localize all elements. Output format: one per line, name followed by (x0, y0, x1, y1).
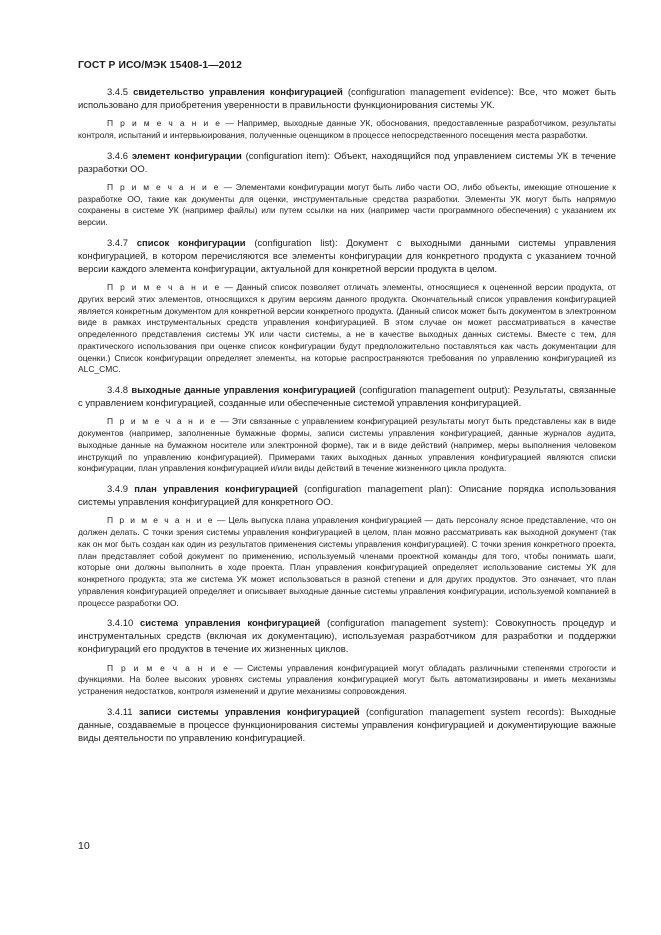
term-definition: (configuration list): Документ с выходными данными системы управления конфигурацией, в котором перечисляются все элементы конфигурации для конкретного продукта с указанием точной версии каждого элемента конфигурации, актуальной для конкретной версии продукта в целом. (78, 237, 616, 276)
note-label: П р и м е ч а н и е (107, 515, 215, 526)
term-entry (78, 237, 616, 276)
note (78, 182, 616, 229)
term-number: 3.4.10 (107, 618, 134, 630)
term-number: 3.4.7 (107, 237, 128, 249)
term-title: план управления конфигурацией (134, 484, 298, 496)
term-number: 3.4.9 (107, 484, 128, 496)
term-definition: (configuration management system): Совокупность процедур и инструментальных средств (включая их документацию), используемая разработчиком для разработки и поддержки конфигураций его продуктов в течение их жизненных циклов. (78, 618, 617, 656)
term-entry (78, 706, 616, 745)
note-text: — Эти связанные с управлением конфигурацией результаты могут быть представлены как в виде документов (например, заполненные бумажные формы, записи системы управления конфигурацией, данные журналов аудита, выходные данные на бумажном носителе или электронной форме), так и в виде действий (например, меры выполнения человеком инструкций по управлению конфигурацией). Примерами таких выходных данных управления конфигурацией являются списки конфигурации, план управления конфигурацией и/или виды действий в течение жизненного цикла продукта. (78, 416, 616, 474)
term-definition: (configuration item): Объект, находящийся под управлением системы УК в течение разработки ОО. (78, 150, 616, 175)
note-label: П р и м е ч а н и е (107, 181, 221, 192)
term-title: система управления конфигурацией (140, 618, 321, 630)
note-label: П р и м е ч а н и е (107, 416, 218, 427)
document-page (78, 60, 616, 751)
term-definition: (configuration management evidence): Все, что может быть использовано для приобретения уверенности в правильности функционирования системы УК. (78, 87, 616, 112)
term-definition: (configuration management output): Результаты, связанные с управлением конфигурацией, созданные или обеспеченные системой управления конфигурацией. (78, 385, 617, 410)
document-header: ГОСТ Р ИСО/МЭК 15408-1—2012 (78, 60, 242, 71)
term-entry (78, 483, 616, 509)
note-text: — Элементами конфигурации могут быть либо части ОО, либо объекты, имеющие отношение к разработке ОО, такие как документы для оценки, инструментальные средства разработки. Элементы УК могут быть напрямую сохранены в системе УК (например файлы) или путем ссылки на них (например части программного обеспечения) с указанием их версии. (78, 181, 616, 228)
note-label: П р и м е ч а н и е (107, 282, 221, 293)
term-title: свидетельство управления конфигурацией (133, 87, 343, 98)
note (78, 282, 616, 376)
term-entry (78, 150, 616, 176)
note-text: — Системы управления конфигурацией могут обладать различными степенями строгости и функциями. На более высоких уровнях системы управления конфигурацией могут быть автоматизированы и иметь механизмы устранения недостатков, контроля изменений и другие механизмы сопровождения. (78, 662, 616, 697)
term-entry (78, 384, 616, 410)
note-label: П р и м е ч а н и е (107, 118, 222, 129)
term-title: элемент конфигурации (131, 150, 242, 162)
term-title: список конфигурации (136, 237, 246, 249)
note (78, 515, 616, 609)
term-number: 3.4.5 (107, 87, 128, 98)
term-entry (78, 617, 616, 656)
term-entry (78, 86, 616, 112)
term-definition: (configuration management plan): Описание порядка использования системы управления конфигурацией для конкретного ОО. (78, 484, 616, 509)
note (78, 416, 616, 475)
term-number: 3.4.11 (107, 706, 133, 718)
term-title: выходные данные управления конфигурацией (131, 385, 356, 397)
note-text: — Данный список позволяет отличать элементы, относящиеся к оцененной версии продукта, от других версий этих элементов, относящихся к другим версиям данного продукта. Окончательный список управления конфигурацией является конкретным документом для конкретной версии конкретного продукта. (Данный список может быть документом в электронном виде в рамках инструментальных средств управления конфигурацией. В этом случае он может рассматриваться в качестве определенного представления системы УК или части системы, а не в качестве выходных данных системы. Вместе с тем, для практического использования при оценке список конфигурации будут предположительно поставляться как часть документации для оценки.) Список конфигурации определяет элементы, на которые распространяются требования по управлению конфигурацией из ALC_CMC. (78, 282, 616, 375)
note-text: — Цель выпуска плана управления конфигурацией — дать персоналу ясное представление, что он должен делать. С точки зрения системы управления конфигурацией в целом, план можно рассматривать как выходной документ (так как он мог быть создан как один из результатов применения системы управления конфигурацией). С точки зрения конкретного проекта, план представляет собой документ по применению, используемый членами проектной команды для того, чтобы понимать шаги, которые они должны выполнить в ходе проекта. План управления конфигурацией определяет использование системы УК для конкретного продукта; эта же система УК может использоваться в разной степени и для других продуктов. Это означает, что план управления конфигурацией определяет и описывает выходные данные системы управления конфигурации, используемой компанией в процессе разработки ОО. (78, 515, 616, 608)
note-label: П р и м е ч а н и е (107, 662, 230, 673)
term-number: 3.4.8 (107, 385, 128, 397)
page-number: 10 (78, 840, 90, 852)
term-number: 3.4.6 (107, 150, 128, 162)
term-title: записи системы управления конфигурацией (138, 706, 360, 718)
note-text: — Например, выходные данные УК, обоснования, предоставленные разработчиком, результаты контроля, испытаний и интервьюирования, полученные оценщиком в процессе непосредственного посещения места разработки. (78, 118, 616, 140)
note (78, 663, 616, 698)
term-definition: (configuration management system records): Выходные данные, создаваемые в процессе функционирования системы управления конфигурацией и документирующие важные виды деятельности по управлению конфигурацией. (78, 706, 616, 744)
note (78, 118, 616, 142)
